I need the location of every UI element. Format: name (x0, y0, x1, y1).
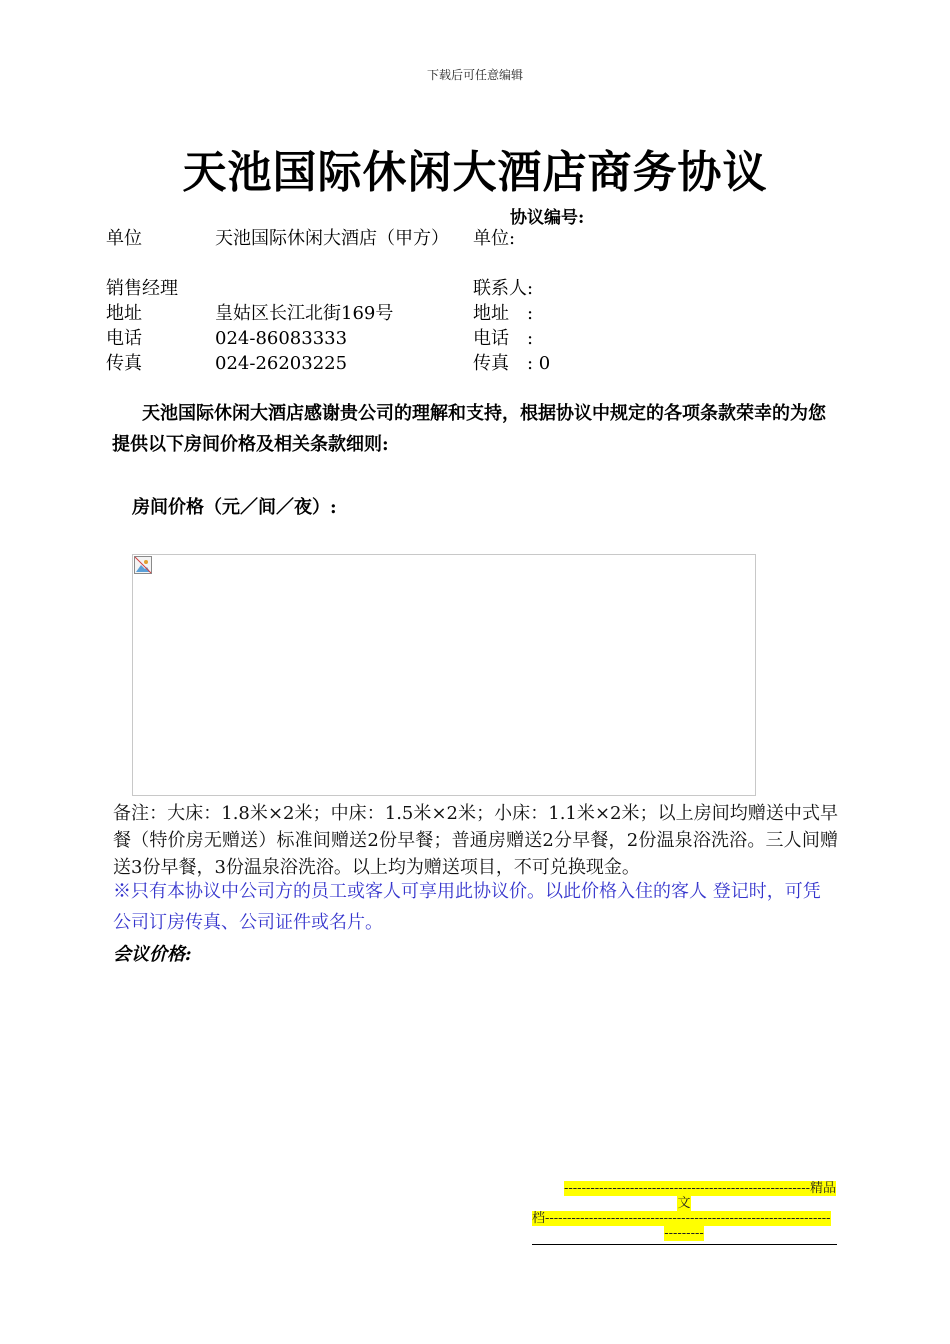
info-value-fax: 024-26203225 (215, 353, 348, 374)
room-price-heading: 房间价格（元／间／夜）: (132, 497, 337, 518)
info-label-fax: 传真 (106, 353, 142, 374)
intro-paragraph: 天池国际休闲大酒店感谢贵公司的理解和支持，根据协议中规定的各项条款荣幸的为您提供以下房间价格及相关条款细则: (112, 403, 826, 455)
footer-watermark (532, 1181, 836, 1241)
info-right-contact: 联系人: (473, 278, 534, 299)
info-right-fax: 传真 : 0 (473, 353, 551, 374)
info-label-sales-manager: 销售经理 (106, 278, 178, 299)
room-price-image (132, 554, 756, 796)
info-right-unit: 单位: (473, 228, 516, 249)
footer-line-4: --------- (664, 1226, 704, 1241)
info-label-phone: 电话 (106, 328, 142, 349)
footer-line-2: 文 (677, 1196, 691, 1211)
info-label-unit: 单位 (106, 228, 142, 249)
document-title: 天池国际休闲大酒店商务协议 (182, 147, 768, 198)
header-note: 下载后可任意编辑 (426, 68, 523, 82)
info-right-phone: 电话 : (473, 328, 534, 349)
info-right-address: 地址 : (473, 303, 534, 324)
info-value-phone: 024-86083333 (215, 328, 348, 349)
footer-line-1: --------------------------------------------------------精品 (564, 1181, 836, 1196)
agreement-number-label: 协议编号: (510, 208, 585, 228)
footer-line-3: 档----------------------------------------------------------------- (532, 1211, 831, 1226)
remark-paragraph: 备注：大床：1.8米×2米；中床：1.5米×2米；小床：1.1米×2米；以上房间均赠送中式早餐（特价房无赠送）标准间赠送2份早餐；普通房赠送2分早餐，2份温泉浴洗浴。三人间赠送3份早餐，3份温泉浴洗浴。以上均为赠送项目，不可兑换现金。 (113, 803, 838, 878)
info-value-unit: 天池国际休闲大酒店（甲方） (215, 228, 449, 249)
notice-paragraph: ※只有本协议中公司方的员工或客人可享用此协议价。以此价格入住的客人 登记时，可凭公司订房传真、公司证件或名片。 (113, 881, 821, 933)
info-label-address: 地址 (106, 303, 142, 324)
broken-image-icon (134, 556, 152, 574)
footer-rule (532, 1244, 837, 1245)
meeting-price-heading: 会议价格: (113, 944, 192, 965)
info-value-address: 皇姑区长江北街169号 (215, 303, 394, 324)
